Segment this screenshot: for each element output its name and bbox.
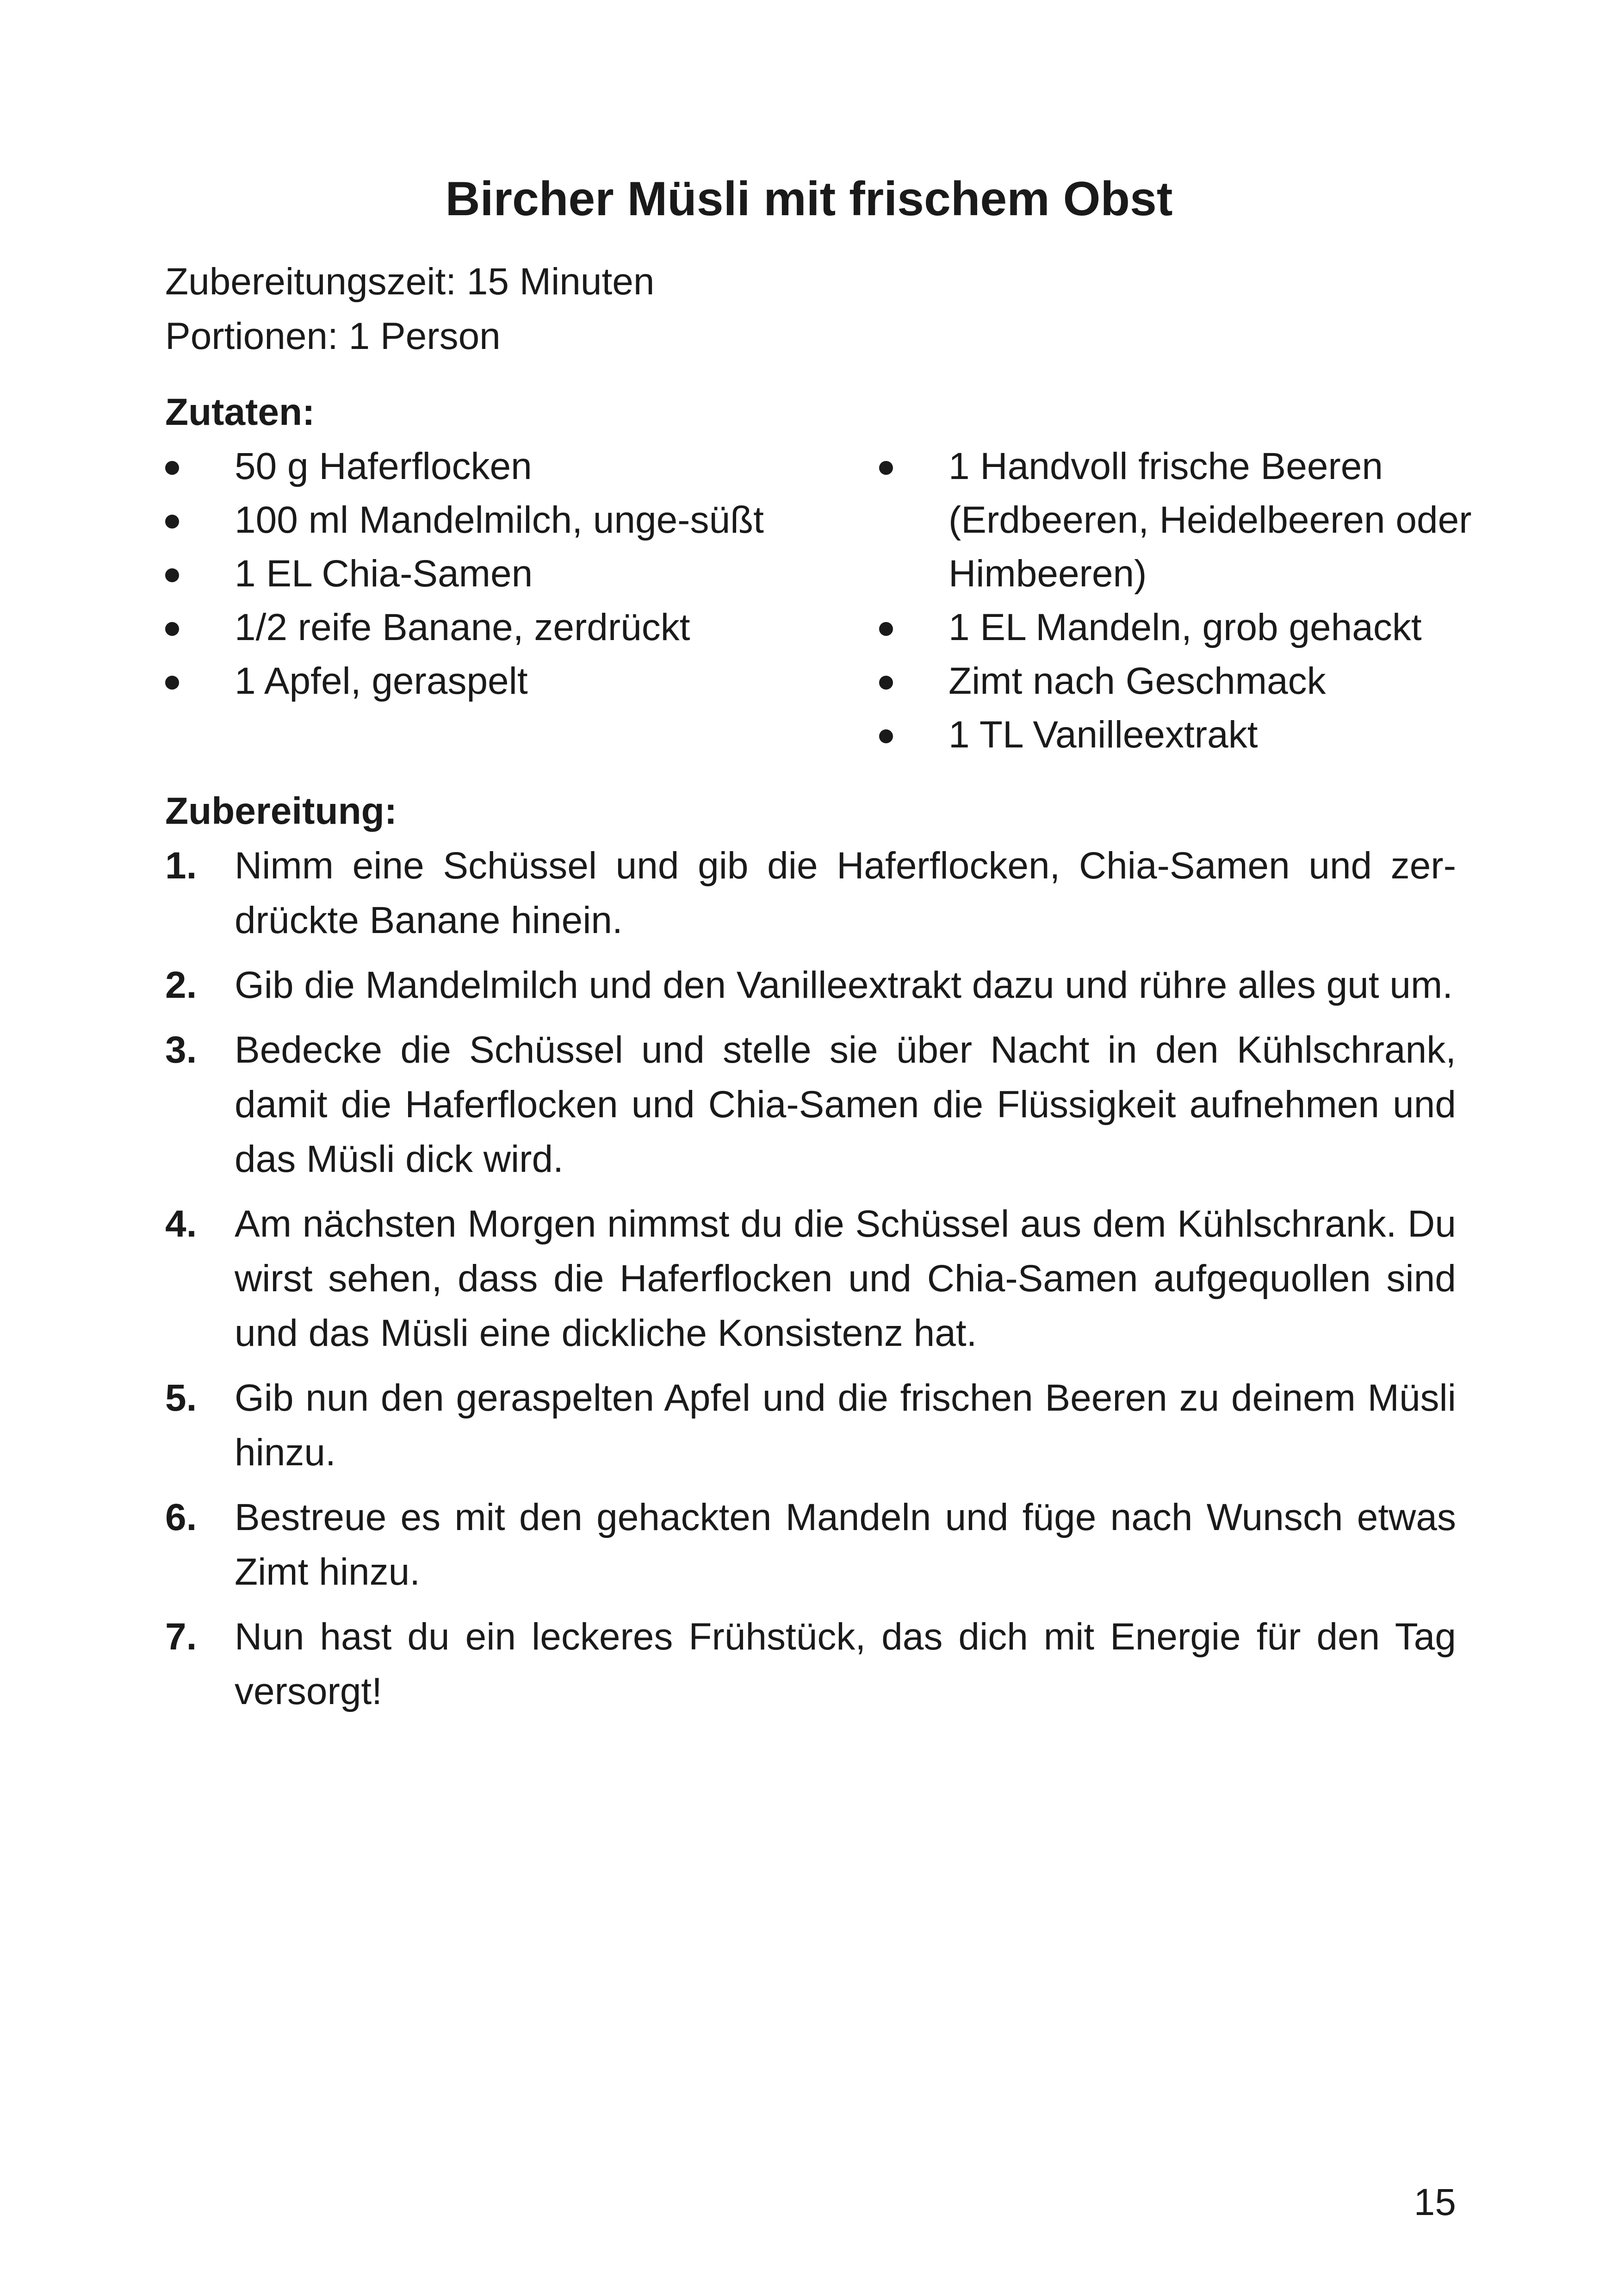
ingredient-text: Zimt nach Geschmack [948,660,1326,702]
ingredients-list-right [879,440,1481,762]
bullet-icon [165,622,179,636]
step-number: 6. [165,1496,197,1538]
ingredient-item [879,440,1481,601]
ingredient-item [165,493,776,547]
recipe-meta [165,255,655,364]
ingredient-text: 1 EL Mandeln, grob gehackt [948,606,1422,648]
step-item [165,958,1456,1013]
ingredient-item [879,654,1481,708]
step-item [165,1371,1456,1480]
bullet-icon [879,622,893,636]
step-item [165,1490,1456,1599]
step-text: Bedecke die Schüssel und stelle sie über Nacht in den Kühlschrank, damit die Haferflocken und Chia-Samen die Flüssigkeit aufnehmen und das Müsli dick wird. [235,1029,1456,1180]
ingredients-list-left [165,440,776,708]
portions: Portionen: 1 Person [165,315,501,357]
bullet-icon [165,676,179,690]
recipe-title: Bircher Müsli mit frischem Obst [445,172,1173,226]
bullet-icon [165,568,179,582]
ingredient-item [879,708,1481,762]
ingredient-item [879,601,1481,654]
preparation-heading: Zubereitung: [165,790,397,832]
preparation-steps [165,839,1456,1729]
step-text: Gib nun den geraspelten Apfel und die frischen Beeren zu deinem Müsli hinzu. [235,1377,1456,1474]
step-number: 7. [165,1616,197,1658]
ingredient-text: 1 TL Vanilleextrakt [948,714,1258,756]
ingredients-heading: Zutaten: [165,391,315,433]
page-number: 15 [1413,2181,1456,2223]
step-text: Bestreue es mit den gehackten Mandeln und füge nach Wunsch etwas Zimt hinzu. [235,1496,1456,1593]
step-number: 4. [165,1203,197,1245]
step-item [165,1023,1456,1187]
step-text: Nimm eine Schüssel und gib die Haferflocken, Chia-Samen und zer-drückte Banane hinein. [235,845,1456,941]
ingredient-text: 1/2 reife Banane, zerdrückt [235,606,690,648]
bullet-icon [879,729,893,743]
ingredient-text: 1 Handvoll frische Beeren (Erdbeeren, Heidelbeeren oder Himbeeren) [948,445,1472,595]
ingredient-text: 1 Apfel, geraspelt [235,660,528,702]
bullet-icon [165,515,179,529]
step-number: 1. [165,845,197,887]
step-text: Am nächsten Morgen nimmst du die Schüssel aus dem Kühlschrank. Du wirst sehen, dass die Haferflocken und Chia-Samen aufgequollen sind und das Müsli eine dickliche Konsistenz hat. [235,1203,1456,1354]
step-item [165,839,1456,948]
ingredient-item [165,440,776,493]
ingredient-text: 1 EL Chia-Samen [235,553,533,595]
ingredient-item [165,547,776,601]
ingredient-text: 100 ml Mandelmilch, unge-süßt [235,499,764,541]
bullet-icon [879,676,893,690]
ingredient-item [165,654,776,708]
step-number: 3. [165,1029,197,1071]
bullet-icon [165,461,179,475]
ingredient-text: 50 g Haferflocken [235,445,532,487]
step-text: Nun hast du ein leckeres Frühstück, das dich mit Energie für den Tag versorgt! [235,1616,1456,1712]
step-text: Gib die Mandelmilch und den Vanilleextrakt dazu und rühre alles gut um. [235,964,1453,1006]
prep-time: Zubereitungszeit: 15 Minuten [165,261,655,303]
step-item [165,1197,1456,1361]
ingredient-item [165,601,776,654]
step-item [165,1610,1456,1719]
bullet-icon [879,461,893,475]
step-number: 5. [165,1377,197,1419]
step-number: 2. [165,964,197,1006]
